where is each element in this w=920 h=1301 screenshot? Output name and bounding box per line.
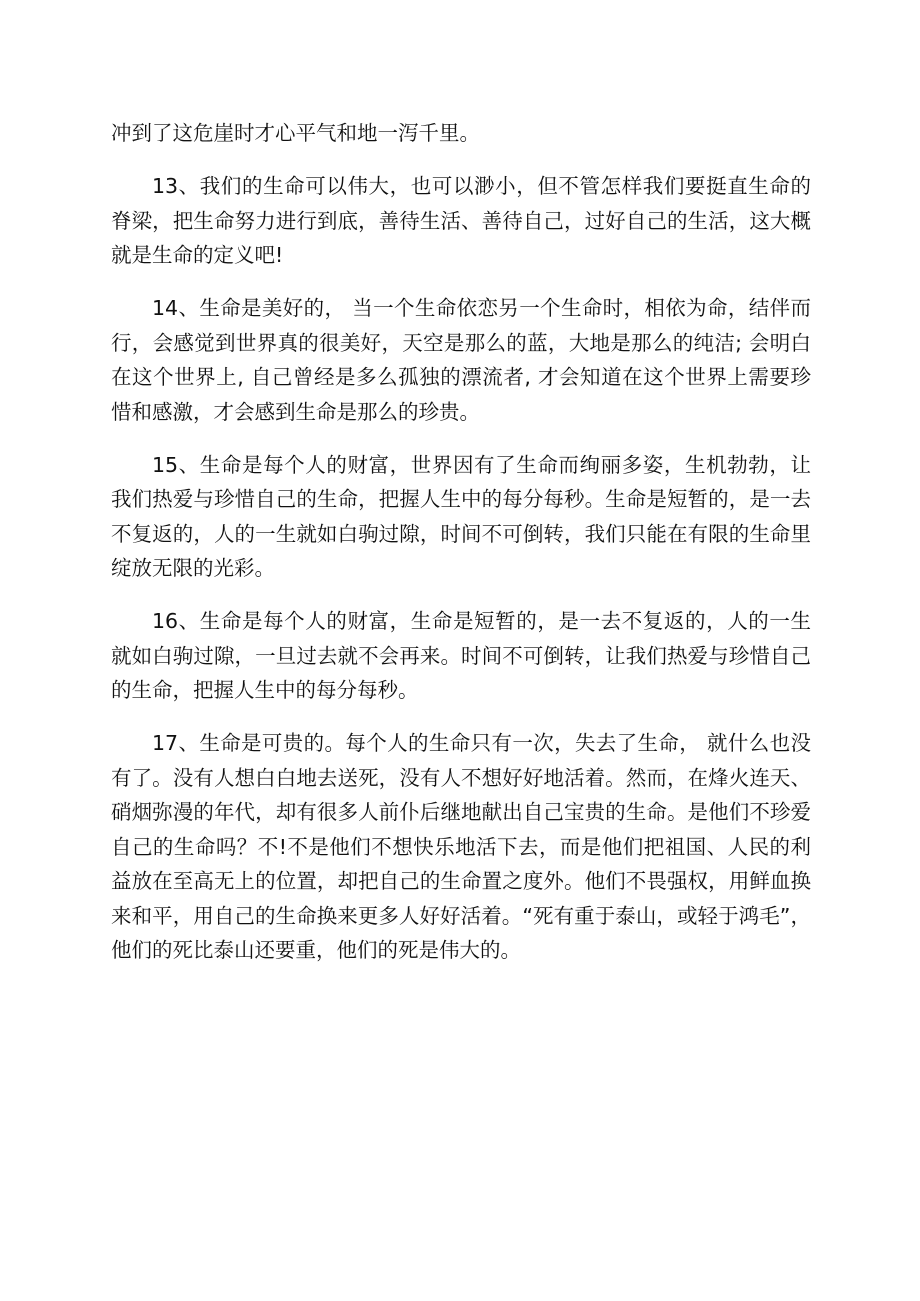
paragraph-14: 14、生命是美好的， 当一个生命依恋另一个生命时，相依为命，结伴而行，会感觉到世界真的很美好，天空是那么的蓝，大地是那么的纯洁; 会明白在这个世界上, 自己曾经是多么孤独的漂流者, 才会知道在这个世界上需要珍惜和感激，才会感到生命是那么的珍贵。	[111, 296, 811, 424]
paragraph-15: 15、生命是每个人的财富，世界因有了生命而绚丽多姿，生机勃勃，让我们热爱与珍惜自己的生命，把握人生中的每分每秒。生命是短暂的，是一去不复返的，人的一生就如白驹过隙，时间不可倒转，我们只能在有限的生命里绽放无限的光彩。	[111, 452, 811, 580]
paragraph-13: 13、我们的生命可以伟大，也可以渺小，但不管怎样我们要挺直生命的脊梁，把生命努力进行到底，善待生活、善待自己，过好自己的生活，这大概就是生命的定义吧!	[111, 174, 811, 267]
document-body	[111, 116, 811, 968]
paragraph-16: 16、生命是每个人的财富，生命是短暂的，是一去不复返的，人的一生就如白驹过隙，一旦过去就不会再来。时间不可倒转，让我们热爱与珍惜自己的生命，把握人生中的每分每秒。	[111, 609, 811, 702]
paragraph-17: 17、生命是可贵的。每个人的生命只有一次，失去了生命， 就什么也没有了。没有人想白白地去送死，没有人不想好好地活着。然而，在烽火连天、硝烟弥漫的年代，却有很多人前仆后继地献出自己宝贵的生命。是他们不珍爱自己的生命吗？不!不是他们不想快乐地活下去，而是他们把祖国、人民的利益放在至高无上的位置，却把自己的生命置之度外。他们不畏强权，用鲜血换来和平，用自己的生命换来更多人好好活着。“死有重于泰山，或轻于鸿毛”，他们的死比泰山还要重，他们的死是伟大的。	[111, 731, 811, 962]
paragraph-12-continuation: 冲到了这危崖时才心平气和地一泻千里。	[111, 121, 480, 145]
